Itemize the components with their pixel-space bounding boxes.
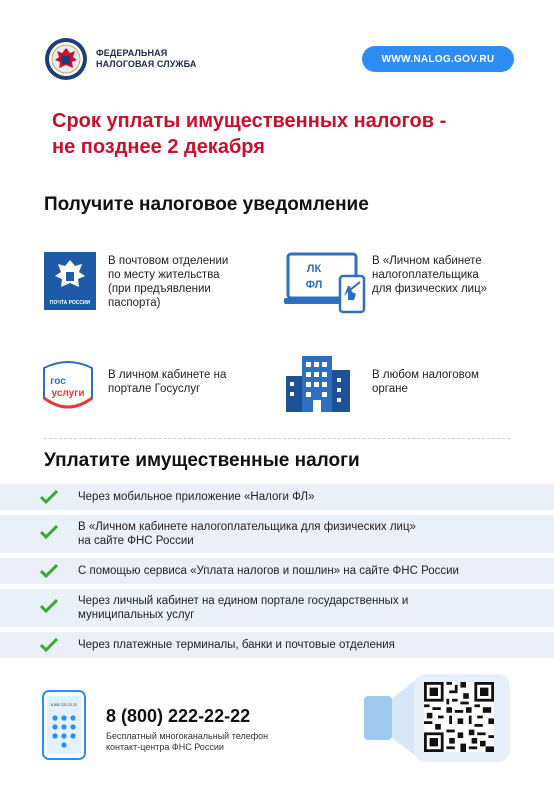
pay-item-line: Через платежные терминалы, банки и почтовые отделения — [78, 639, 395, 651]
receive-item-cabinet-line: налогоплательщика — [372, 269, 479, 281]
qr-block — [360, 668, 510, 768]
pay-item-line: на сайте ФНС России — [78, 535, 194, 547]
website-link[interactable]: WWW.NALOG.GOV.RU — [362, 46, 514, 72]
pay-item-text — [78, 490, 314, 504]
receive-item-gosuslugi-text — [108, 368, 226, 396]
receive-item-gosuslugi-line: портале Госуслуг — [108, 383, 201, 395]
pay-item-line: В «Личном кабинете налогоплательщика для физических лиц» — [78, 521, 416, 533]
fns-emblem-icon — [44, 36, 88, 82]
check-icon — [40, 525, 58, 539]
check-icon — [40, 564, 58, 578]
gosuslugi-caption-gos: гос — [50, 376, 66, 387]
receive-item-cabinet-text — [372, 254, 487, 296]
receive-item-post — [44, 252, 264, 322]
receive-item-tax-office-line: органе — [372, 383, 408, 395]
pay-item-text — [78, 520, 416, 548]
receive-item-tax-office — [284, 352, 504, 418]
receive-item-post-line: паспорта) — [108, 297, 161, 309]
gosuslugi-icon — [36, 358, 100, 416]
taxpayer-cabinet-icon — [284, 252, 368, 314]
check-icon — [40, 638, 58, 652]
section-divider — [44, 438, 510, 439]
page-title-line2: не позднее 2 декабря — [52, 136, 265, 158]
org-name-line2: НАЛОГОВАЯ СЛУЖБА — [96, 59, 197, 69]
russian-post-icon — [44, 252, 96, 310]
pay-item-text — [78, 638, 395, 652]
hotline-description-line: Бесплатный многоканальный телефон — [106, 731, 269, 741]
hotline-description-line: контакт-центра ФНС России — [106, 742, 224, 752]
phone-icon — [42, 690, 86, 760]
receive-item-cabinet-line: для физических лиц» — [372, 283, 488, 295]
gosuslugi-caption-uslugi: услуги — [51, 388, 85, 399]
pay-item — [0, 589, 554, 627]
russian-post-caption: ПОЧТА РОССИИ — [49, 300, 91, 306]
pay-item-line: С помощью сервиса «Уплата налогов и пошлин» на сайте ФНС России — [78, 565, 459, 577]
receive-item-post-line: по месту жительства — [108, 269, 220, 281]
qr-code-icon[interactable] — [424, 682, 494, 752]
tax-office-building-icon — [284, 352, 354, 418]
phone-screen-number: 8 800 222 22 22 — [51, 703, 77, 707]
pay-item-line: Через мобильное приложение «Налоги ФЛ» — [78, 491, 315, 503]
page-title — [52, 108, 522, 160]
pay-item-text — [78, 594, 408, 622]
pay-heading: Уплатите имущественные налоги — [44, 450, 360, 471]
receive-item-gosuslugi — [36, 358, 256, 416]
org-name-line1: ФЕДЕРАЛЬНАЯ — [96, 48, 168, 58]
receive-item-post-line: В почтовом отделении — [108, 255, 229, 267]
receive-item-post-text — [108, 254, 228, 310]
header — [44, 36, 514, 82]
receive-item-cabinet — [284, 252, 504, 322]
pay-item-line: муниципальных услуг — [78, 609, 195, 621]
check-icon — [40, 599, 58, 613]
pay-item-text — [78, 564, 459, 578]
pay-item — [0, 558, 554, 584]
page-title-line1: Срок уплаты имущественных налогов - — [52, 110, 447, 132]
receive-item-tax-office-text — [372, 368, 479, 396]
receive-heading: Получите налоговое уведомление — [44, 194, 369, 215]
cabinet-caption-fl: ФЛ — [305, 279, 323, 291]
check-icon — [40, 490, 58, 504]
org-name — [96, 48, 196, 70]
receive-item-post-line: (при предъявлении — [108, 283, 211, 295]
hotline-number[interactable]: 8 (800) 222-22-22 — [106, 706, 251, 726]
pay-item — [0, 632, 554, 658]
cabinet-caption-lk: ЛК — [306, 263, 322, 275]
pay-item — [0, 515, 554, 553]
receive-item-gosuslugi-line: В личном кабинете на — [108, 369, 227, 381]
smartphone-icon — [364, 696, 392, 740]
receive-item-tax-office-line: В любом налоговом — [372, 369, 479, 381]
hotline-description — [106, 731, 268, 753]
pay-item — [0, 484, 554, 510]
receive-item-cabinet-line: В «Личном кабинете — [372, 255, 482, 267]
pay-item-line: Через личный кабинет на едином портале государственных и — [78, 595, 409, 607]
